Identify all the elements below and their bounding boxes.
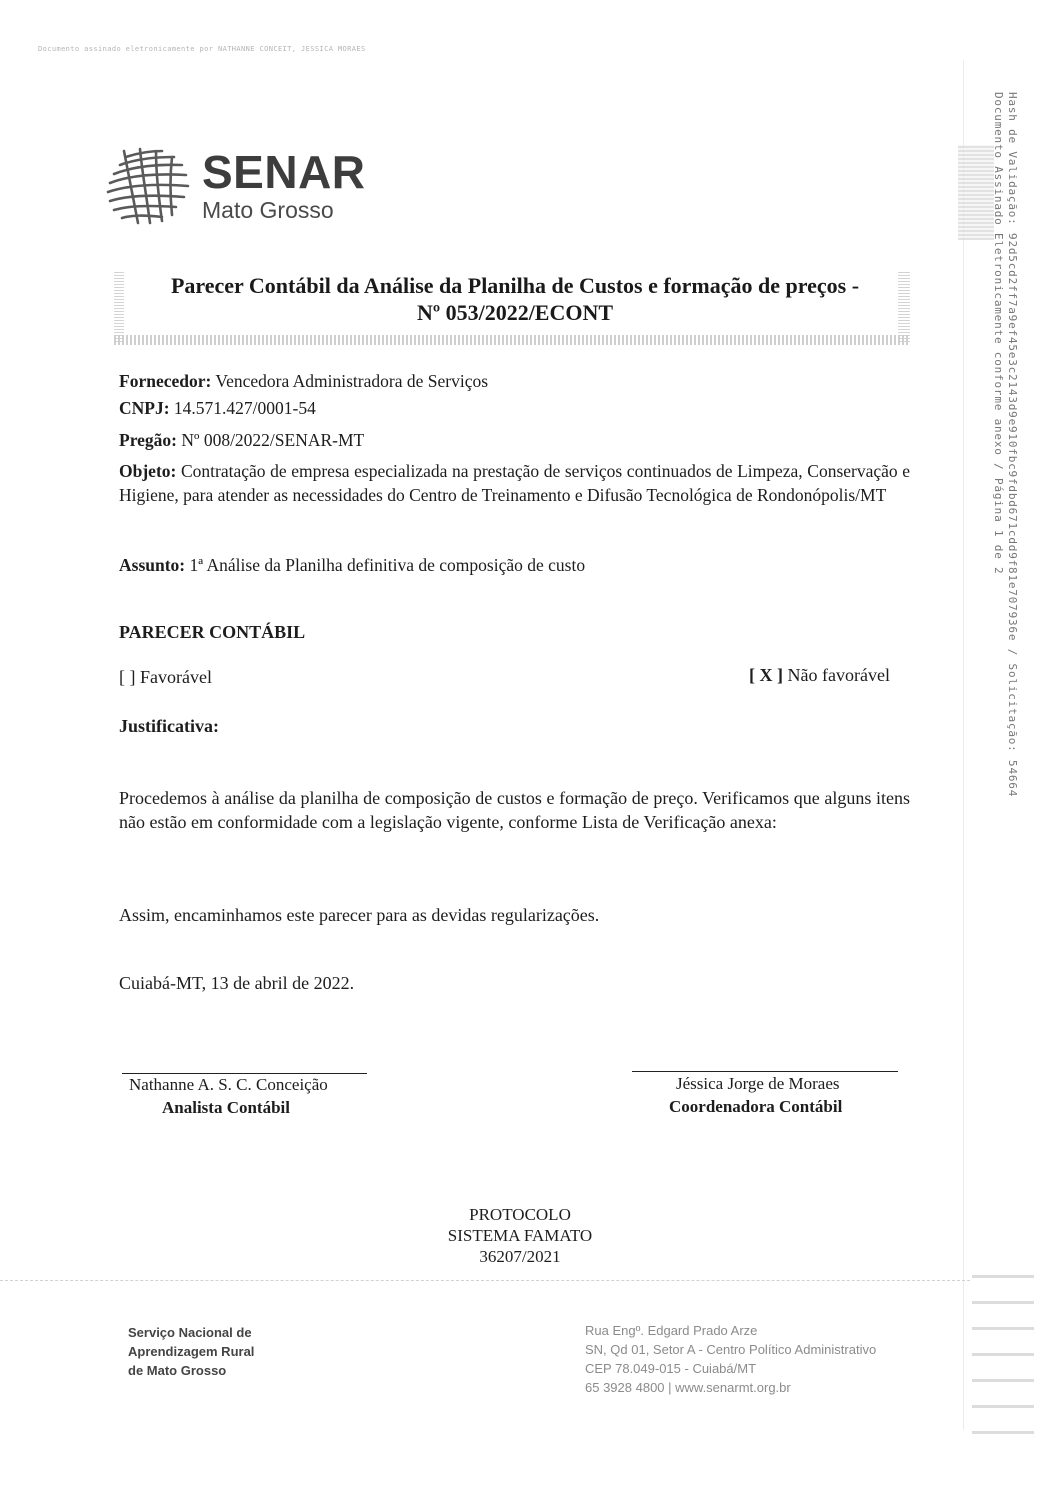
footer-address-line-1: Rua Engº. Edgard Prado Arze [585,1323,758,1338]
justificativa-label: Justificativa: [119,716,219,736]
pregao-field [119,428,364,452]
protocol-line-1: PROTOCOLO [469,1205,571,1224]
assunto-label: Assunto: [119,555,186,575]
logo-subtitle: Mato Grosso [202,197,334,223]
assunto-field [119,553,585,577]
signature-line-left [122,1073,367,1074]
signatory-right-name: Jéssica Jorge de Moraes [676,1074,840,1093]
title-line-2: Nº 053/2022/ECONT [416,300,614,325]
pregao-value: Nº 008/2022/SENAR-MT [181,430,365,450]
assunto-value: 1ª Análise da Planilha definitiva de composição de custo [189,555,586,575]
document-title [120,272,910,326]
protocol-line-3: 36207/2021 [479,1247,561,1266]
cnpj-value: 14.571.427/0001-54 [173,398,316,418]
fornecedor-field [119,369,488,393]
footer-address-line-4: 65 3928 4800 | www.senarmt.org.br [585,1380,791,1395]
footer-address [585,1321,876,1397]
validation-hash-text: Hash de Validação: 92d5cd2ff7a9ef45e3c2143d9e910fbc9fdbd671cdd9f81e707936e / Solicitação: 54664 [1006,92,1019,798]
signatory-left-name: Nathanne A. S. C. Conceição [129,1075,328,1094]
footer-address-line-3: CEP 78.049-015 - Cuiabá/MT [585,1361,757,1376]
signed-document-text: Documento Assinado Eletronicamente conforme anexo / Página 1 de 2 [992,92,1005,575]
scan-artifact [958,145,994,240]
body-paragraph-2: Assim, encaminhamos este parecer para as devidas regularizações. [119,905,600,925]
protocol-block [420,1204,620,1267]
body-paragraph-1: Procedemos à análise da planilha de composição de custos e formação de preço. Verificamos que alguns itens não estão em conformidade com a legislação vigente, conforme Lista de Verificação anexa: [119,788,910,832]
objeto-field [119,459,910,507]
senar-wing-icon [104,143,200,234]
objeto-label: Objeto: [119,461,177,481]
signature-stamp-text: Documento assinado eletronicamente por NATHANNE CONCEIT, JESSICA MORAES [38,45,366,53]
signatory-right-role: Coordenadora Contábil [669,1097,843,1116]
scan-edge-line [963,60,964,1430]
cnpj-label: CNPJ: [119,398,170,418]
title-line-1: Parecer Contábil da Análise da Planilha de Custos e formação de preços - [170,273,860,298]
footer-org-line-1: Serviço Nacional de [128,1325,252,1340]
scan-stripes [972,1275,1034,1450]
protocol-line-2: SISTEMA FAMATO [447,1226,593,1245]
signatory-left-role: Analista Contábil [162,1098,290,1117]
footer-organization [128,1323,254,1380]
title-frame-bottom [114,335,910,345]
option-nao-mark: [ X ] [749,665,783,685]
footer-address-line-2: SN, Qd 01, Setor A - Centro Político Administrativo [585,1342,877,1357]
footer-org-line-3: de Mato Grosso [128,1363,227,1378]
footer-separator [0,1280,970,1281]
fornecedor-label: Fornecedor: [119,371,212,391]
option-nao-favoravel [749,665,890,686]
logo-wordmark: SENAR [202,146,366,198]
cnpj-field [119,396,316,420]
objeto-value: Contratação de empresa especializada na prestação de serviços continuados de Limpeza, Conservação e Higiene, para atender as necessidades do Centro de Treinamento e Difusão Tecnológica de Rondonópolis/MT [119,461,911,505]
fornecedor-value: Vencedora Administradora de Serviços [215,371,489,391]
option-favoravel: [ ] Favorável [119,667,212,687]
pregao-label: Pregão: [119,430,177,450]
option-nao-label: Não favorável [787,665,890,685]
footer-org-line-2: Aprendizagem Rural [128,1344,255,1359]
date-line: Cuiabá-MT, 13 de abril de 2022. [119,973,355,993]
signature-line-right [632,1071,898,1072]
parecer-heading: PARECER CONTÁBIL [119,622,306,642]
